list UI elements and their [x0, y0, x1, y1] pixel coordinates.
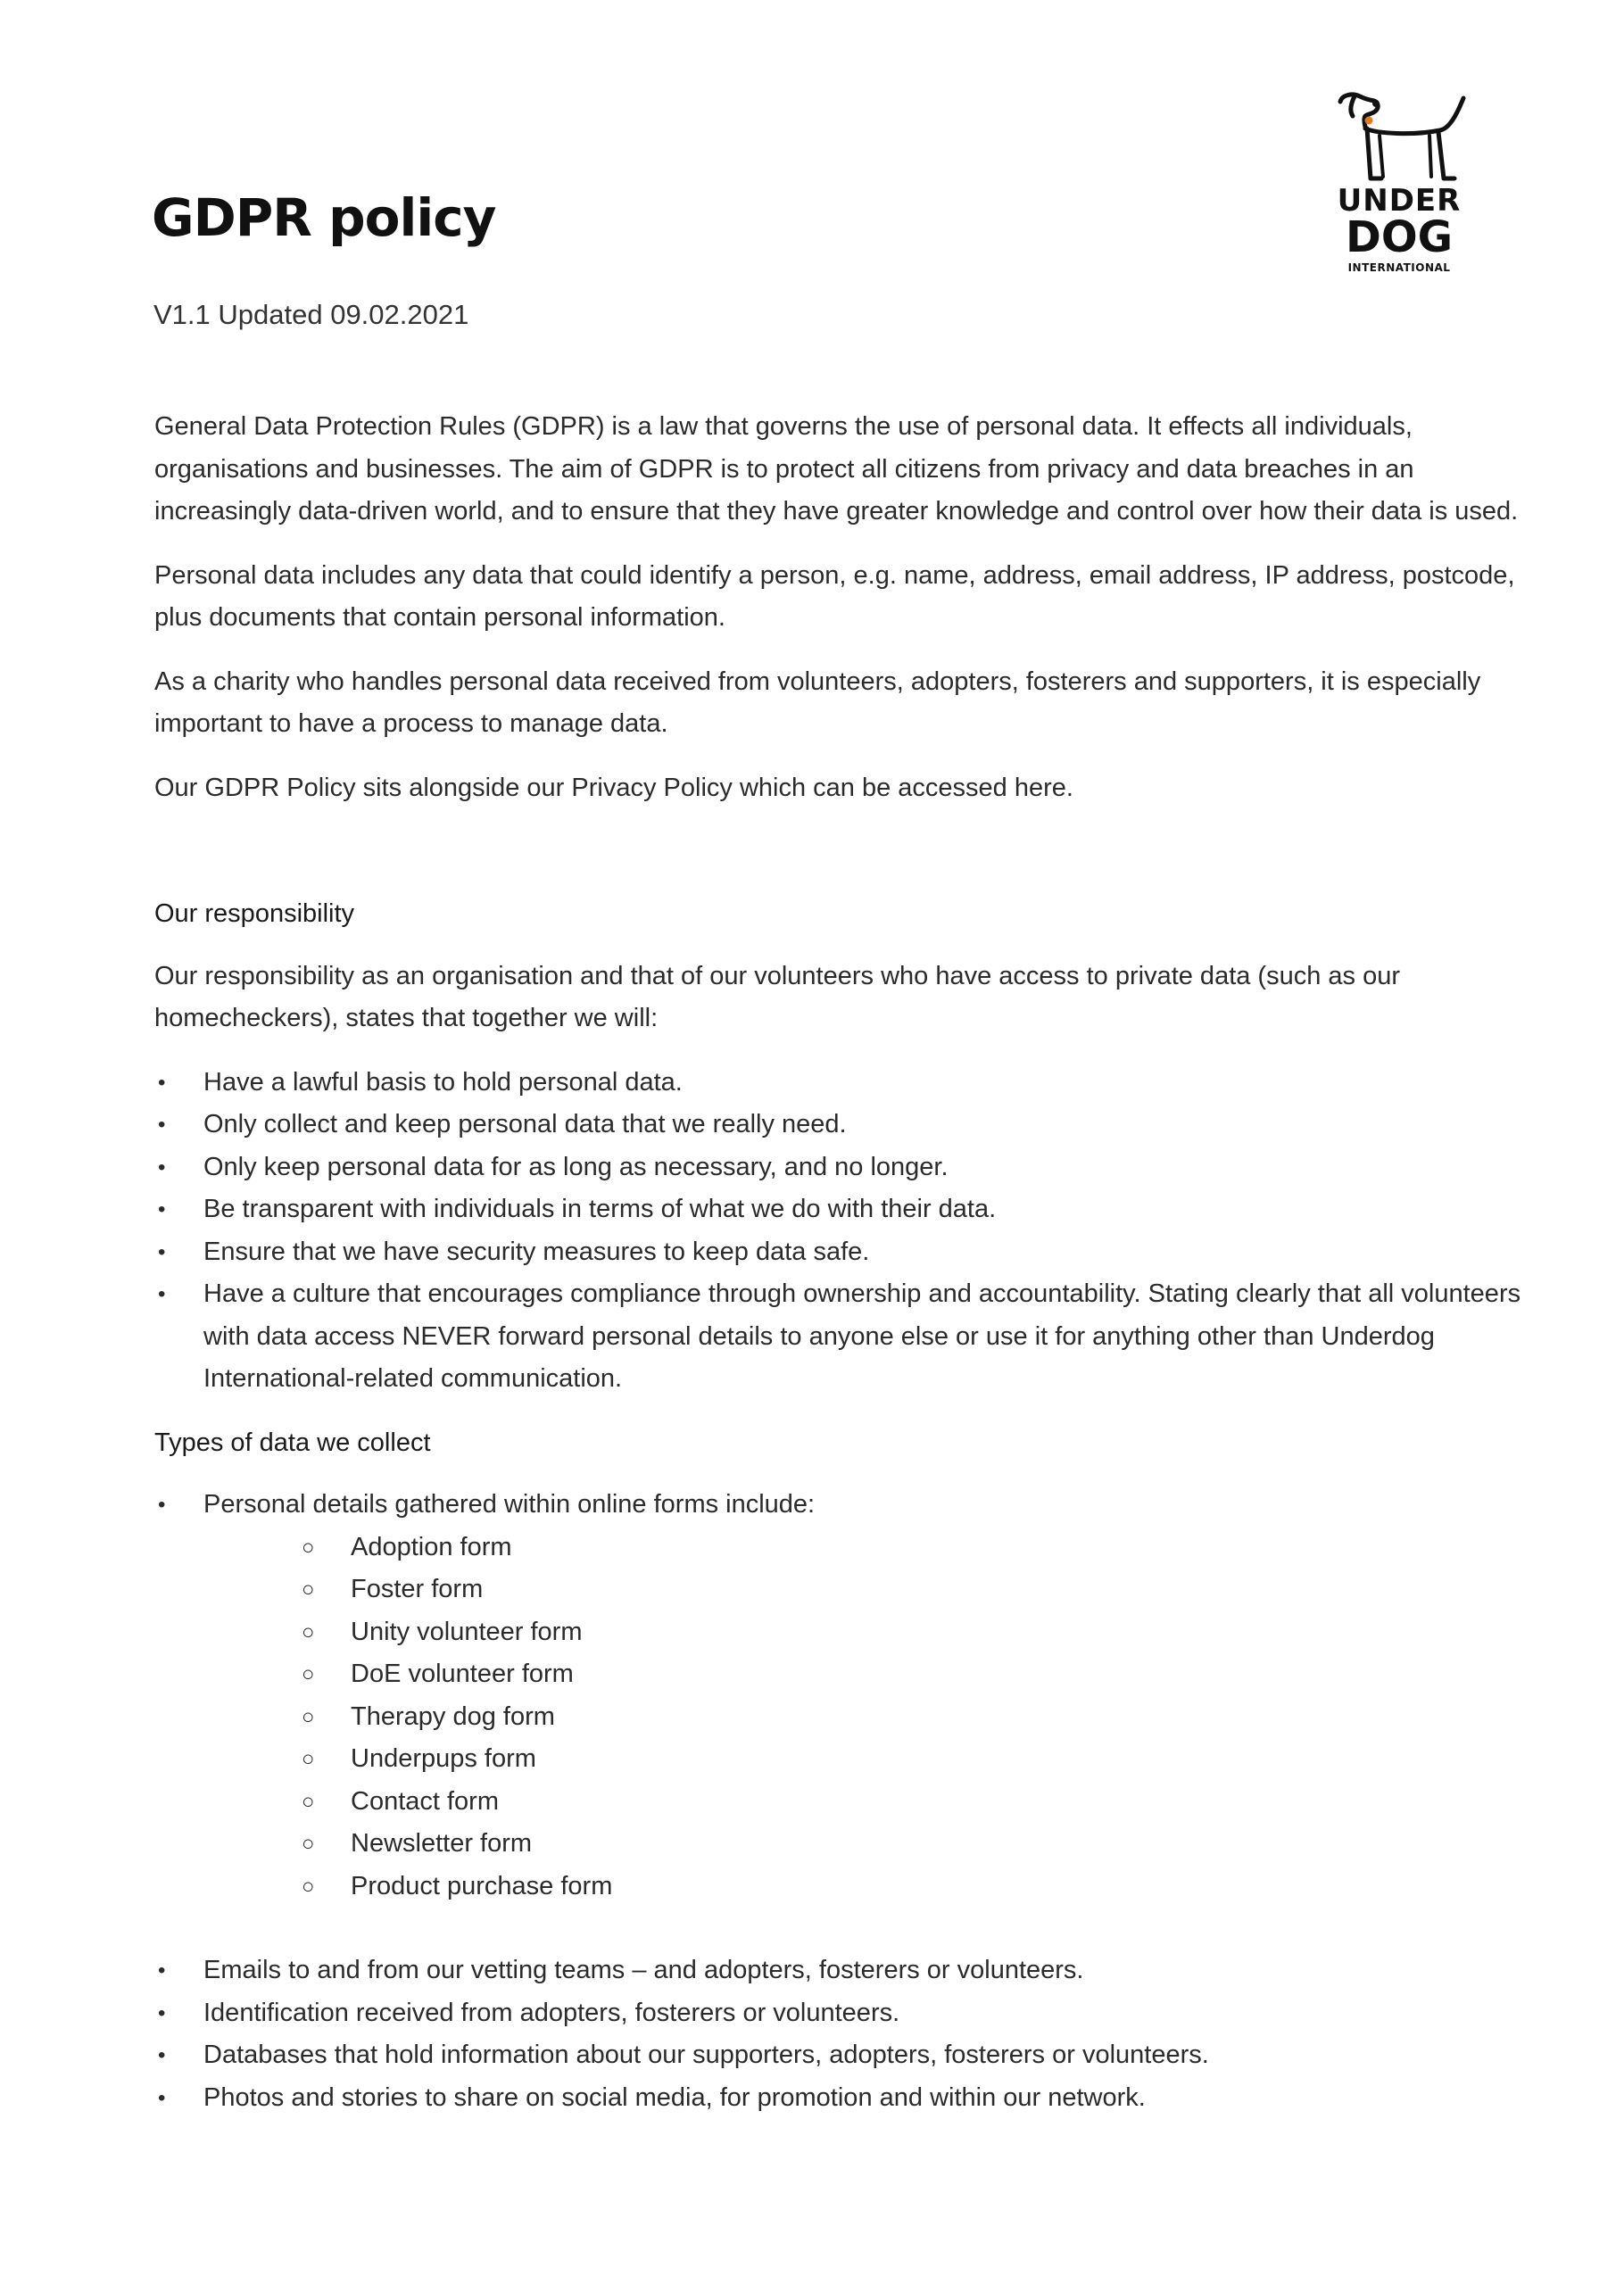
- responsibility-list: [154, 1062, 1537, 1401]
- version-text: V1.1 Updated 09.02.2021: [153, 299, 469, 330]
- intro-paragraph-4: Our GDPR Policy sits alongside our Privacy Policy which can be accessed here.: [154, 773, 1073, 802]
- intro-paragraph-3: As a charity who handles personal data received from volunteers, adopters, fosterers and supporters, it is especially important to have a process to manage data.: [154, 666, 1481, 738]
- list-item: • Have a culture that encourages compliance through ownership and accountability. Stating clearly that all volunteers with data access NEVER forward personal details to anyone else or use it for anything other than Underdog International-related communication.: [154, 1273, 1537, 1401]
- form-item: ○ DoE volunteer form: [302, 1653, 1537, 1696]
- forms-list: [154, 1527, 1537, 1908]
- form-item: ○ Unity volunteer form: [302, 1611, 1537, 1654]
- bullet-icon: •: [158, 1282, 166, 1306]
- responsibility-intro: Our responsibility as an organisation and that of our volunteers who have access to private data (such as our homecheckers), states that together we will:: [154, 961, 1401, 1032]
- form-item: ○ Underpups form: [302, 1738, 1537, 1781]
- list-item: • Be transparent with individuals in terms of what we do with their data.: [154, 1188, 1537, 1231]
- logo-text-under: UNDER: [1337, 183, 1462, 219]
- bullet-icon: •: [158, 1197, 166, 1221]
- page-title: GDPR policy: [152, 187, 496, 248]
- list-item: • Personal details gathered within online forms include:: [154, 1484, 1537, 1527]
- logo-text-international: INTERNATIONAL: [1347, 261, 1451, 274]
- types-heading: Types of data we collect: [154, 1428, 431, 1457]
- circle-bullet-icon: ○: [302, 1832, 315, 1856]
- bullet-icon: •: [158, 1113, 166, 1137]
- form-item: ○ Adoption form: [302, 1527, 1537, 1569]
- bullet-icon: •: [158, 1493, 166, 1517]
- list-item: • Emails to and from our vetting teams – and adopters, fosterers or volunteers.: [154, 1950, 1537, 1992]
- bullet-icon: •: [158, 1958, 166, 1983]
- types-list: [154, 1484, 1537, 1527]
- bullet-icon: •: [158, 1155, 166, 1180]
- circle-bullet-icon: ○: [302, 1789, 315, 1814]
- intro-paragraph-2: Personal data includes any data that could identify a person, e.g. name, address, email address, IP address, postcode, plus documents that contain personal information.: [154, 560, 1515, 632]
- circle-bullet-icon: ○: [302, 1535, 315, 1560]
- circle-bullet-icon: ○: [302, 1662, 315, 1686]
- circle-bullet-icon: ○: [302, 1577, 315, 1602]
- responsibility-heading: Our responsibility: [154, 899, 355, 928]
- bullet-icon: •: [158, 1239, 166, 1264]
- bullet-icon: •: [158, 2085, 166, 2110]
- data-sources-list: [154, 1950, 1537, 2119]
- list-item: • Photos and stories to share on social media, for promotion and within our network.: [154, 2077, 1537, 2120]
- circle-bullet-icon: ○: [302, 1747, 315, 1771]
- intro-paragraph-1: General Data Protection Rules (GDPR) is a law that governs the use of personal data. It effects all individuals, organisations and businesses. The aim of GDPR is to protect all citizens from privacy and data breaches in an increasingly data-driven world, and to ensure that they have greater knowledge and control over how their data is used.: [154, 412, 1519, 526]
- logo-text-dog: DOG: [1345, 212, 1454, 262]
- bullet-icon: •: [158, 2043, 166, 2067]
- bullet-icon: •: [158, 1070, 166, 1095]
- circle-bullet-icon: ○: [302, 1619, 315, 1644]
- form-item: ○ Newsletter form: [302, 1823, 1537, 1866]
- list-item: • Identification received from adopters, fosterers or volunteers.: [154, 1992, 1537, 2035]
- form-item: ○ Product purchase form: [302, 1866, 1537, 1908]
- list-item: • Only keep personal data for as long as necessary, and no longer.: [154, 1147, 1537, 1189]
- underdog-logo: [1328, 89, 1479, 281]
- bullet-icon: •: [158, 2000, 166, 2025]
- list-item: • Databases that hold information about our supporters, adopters, fosterers or volunteers.: [154, 2034, 1537, 2077]
- list-item: • Only collect and keep personal data that we really need.: [154, 1104, 1537, 1147]
- list-item: • Ensure that we have security measures to keep data safe.: [154, 1231, 1537, 1274]
- dog-icon: [1333, 89, 1476, 183]
- circle-bullet-icon: ○: [302, 1704, 315, 1729]
- document-body: [154, 406, 1537, 2140]
- form-item: ○ Therapy dog form: [302, 1696, 1537, 1739]
- circle-bullet-icon: ○: [302, 1874, 315, 1899]
- form-item: ○ Contact form: [302, 1781, 1537, 1824]
- form-item: ○ Foster form: [302, 1569, 1537, 1611]
- list-item: • Have a lawful basis to hold personal data.: [154, 1062, 1537, 1105]
